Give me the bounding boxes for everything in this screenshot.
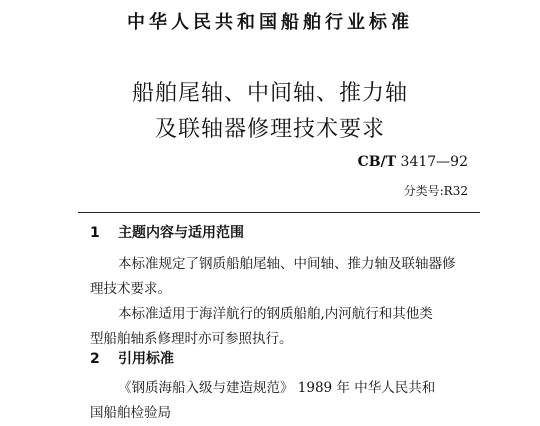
section-1-paragraph-1 (90, 252, 488, 302)
section-1-title: 主题内容与适用范围 (118, 225, 244, 241)
section-2-heading (90, 348, 174, 368)
standard-code-prefix: CB/T (357, 154, 397, 170)
standard-code (358, 154, 468, 170)
paragraph-line: 国船舶检验局 (90, 405, 171, 421)
paragraph-line: 型船舶轴系修理时亦可参照执行。 (90, 331, 293, 347)
issuing-organization: 中华人民共和国船舶行业标准 (127, 12, 413, 33)
paragraph-line: 《钢质海船入级与建造规范》 1989 年 中华人民共和 (118, 380, 436, 396)
section-2-title: 引用标准 (118, 351, 174, 367)
header-divider (78, 212, 480, 213)
section-2-paragraph-1 (90, 376, 488, 426)
document-title-line-2: 及联轴器修理技术要求 (154, 117, 385, 142)
section-1-number: 1 (90, 225, 100, 241)
section-2-number: 2 (90, 351, 100, 367)
paragraph-line: 本标准适用于海洋航行的钢质船舶,内河航行和其他类 (118, 306, 433, 322)
standard-code-number: 3417—92 (400, 154, 468, 170)
section-1-heading (90, 222, 244, 242)
document-title-line-1: 船舶尾轴、中间轴、推力轴 (131, 81, 408, 106)
paragraph-line: 理技术要求。 (90, 281, 171, 297)
section-1-paragraph-2 (90, 302, 488, 352)
paragraph-line: 本标准规定了钢质船舶尾轴、中间轴、推力轴及联轴器修 (118, 256, 456, 272)
classification-code: 分类号:R32 (403, 184, 468, 198)
